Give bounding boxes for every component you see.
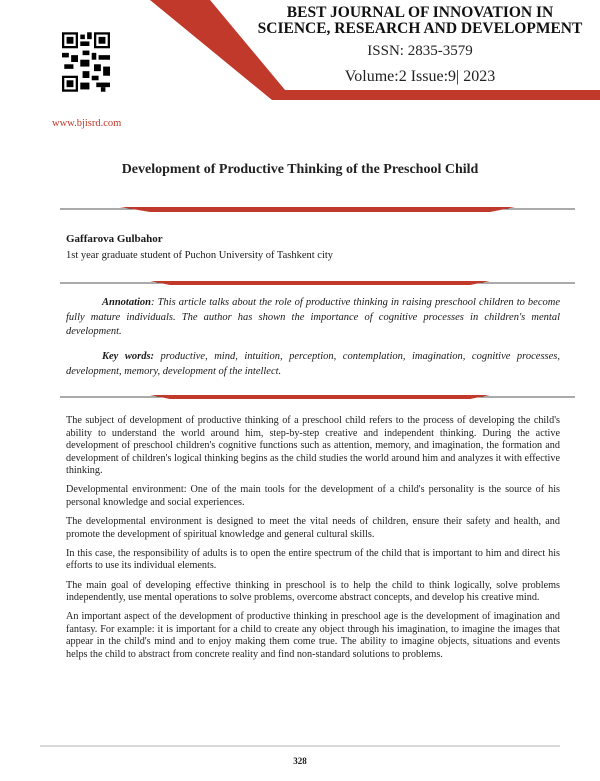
page-number: 328 <box>293 756 307 766</box>
keywords-text: productive, mind, intuition, perception, contemplation, imagination, cognitive processes, development, memory, development of the intellect. <box>66 351 560 377</box>
body-paragraph: The developmental environment is designed to meet the vital needs of children, ensure their safety and health, and promote the development of spiritual knowledge and general cultural skills. <box>66 516 560 540</box>
journal-volume: Volume:2 Issue:9| 2023 <box>344 68 496 85</box>
journal-title: BEST JOURNAL OF INNOVATION IN SCIENCE, RESEARCH AND DEVELOPMENT <box>257 4 583 37</box>
article-body <box>66 415 560 668</box>
body-paragraph: The subject of development of productive thinking of a preschool child refers to the process of developing the child's ability to understand the world around him, step-by-step creative and independent thinking. During the active development of preschool children's cognitive functions such as attention, memory, and imagination, the formation and development of children's logical thinking begins as the child studies the world around him and analyzes it with effective thinking. <box>66 415 560 477</box>
annotation-label: Annotation <box>102 297 152 308</box>
annotation-top-divider <box>60 279 575 287</box>
author-affiliation: 1st year graduate student of Puchon University of Tashkent city <box>66 250 334 261</box>
title-divider <box>60 204 575 214</box>
body-paragraph: An important aspect of the development of productive thinking in preschool age is the development of imagination and fantasy. For example: it is important for a child to create any object through his imagination, to imagine the images that appear in the child's mind and to enjoy making them come true. The ability to imagine objects, situations and events helps the child to abstract from concrete reality and find non-standard solutions to problems. <box>66 611 560 660</box>
body-paragraph: Developmental environment: One of the main tools for the development of a child's personality is the source of his personal knowledge and social experiences. <box>66 484 560 509</box>
article-title: Development of Productive Thinking of the Preschool Child <box>121 162 479 177</box>
journal-issn: ISSN: 2835-3579 <box>367 43 473 59</box>
qr-code-icon <box>62 32 110 92</box>
annotation-block <box>66 296 560 340</box>
journal-website-link[interactable]: www.bjisrd.com <box>52 118 122 129</box>
keywords-label: Key words: <box>102 351 155 362</box>
footer-divider <box>40 744 560 748</box>
body-paragraph: In this case, the responsibility of adults is to open the entire spectrum of the child that is important to him and direct his efforts to use its individual elements. <box>66 547 560 572</box>
author-name: Gaffarova Gulbahor <box>66 233 163 245</box>
body-paragraph: The main goal of developing effective thinking in preschool is to help the child to think logically, solve problems independently, use mental operations to solve problems, overcome abstract concepts, and develop his creative mind. <box>66 579 560 604</box>
body-top-divider <box>60 393 575 401</box>
annotation-text: : This article talks about the role of productive thinking in raising preschool children to become fully mature individuals. The author has shown the importance of cognitive processes in children's mental development. <box>66 297 560 337</box>
keywords-block <box>66 350 560 379</box>
